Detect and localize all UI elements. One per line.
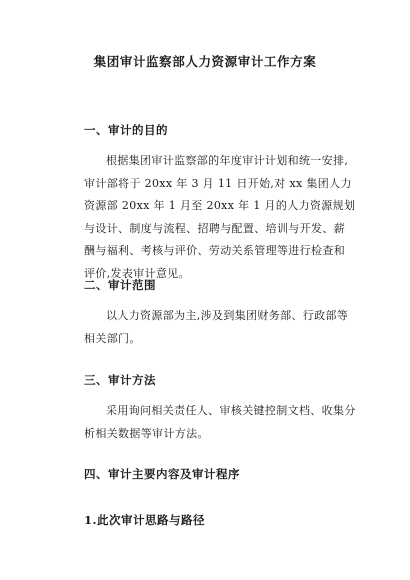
section-paragraph-method: 采用询问相关责任人、审核关键控制文档、收集分析相关数据等审计方法。: [84, 404, 356, 440]
document-title: 集团审计监察部人力资源审计工作方案: [93, 54, 317, 69]
section-paragraph-purpose: 根据集团审计监察部的年度审计计划和统一安排,审计部将于 20xx 年 3 月 11 日开始,对 xx 集团人力资源部 20xx 年 1 月至 20xx 年 1 月的人力资源规划与设计、制度与流程、招聘与配置、培训与开发、薪酬与福利、考核与评价、劳动关系管理等进行检查和评价,发表审计意见。: [84, 154, 356, 280]
section-heading-purpose: 一、审计的目的: [84, 123, 168, 137]
section-heading-content: 四、审计主要内容及审计程序: [84, 467, 240, 481]
section-heading-scope: 二、审计范围: [84, 278, 156, 292]
subsection-heading-approach: 1.此次审计思路与路径: [84, 513, 206, 527]
section-heading-method: 三、审计方法: [84, 373, 156, 387]
section-paragraph-scope: 以人力资源部为主,涉及到集团财务部、行政部等相关部门。: [84, 309, 349, 345]
